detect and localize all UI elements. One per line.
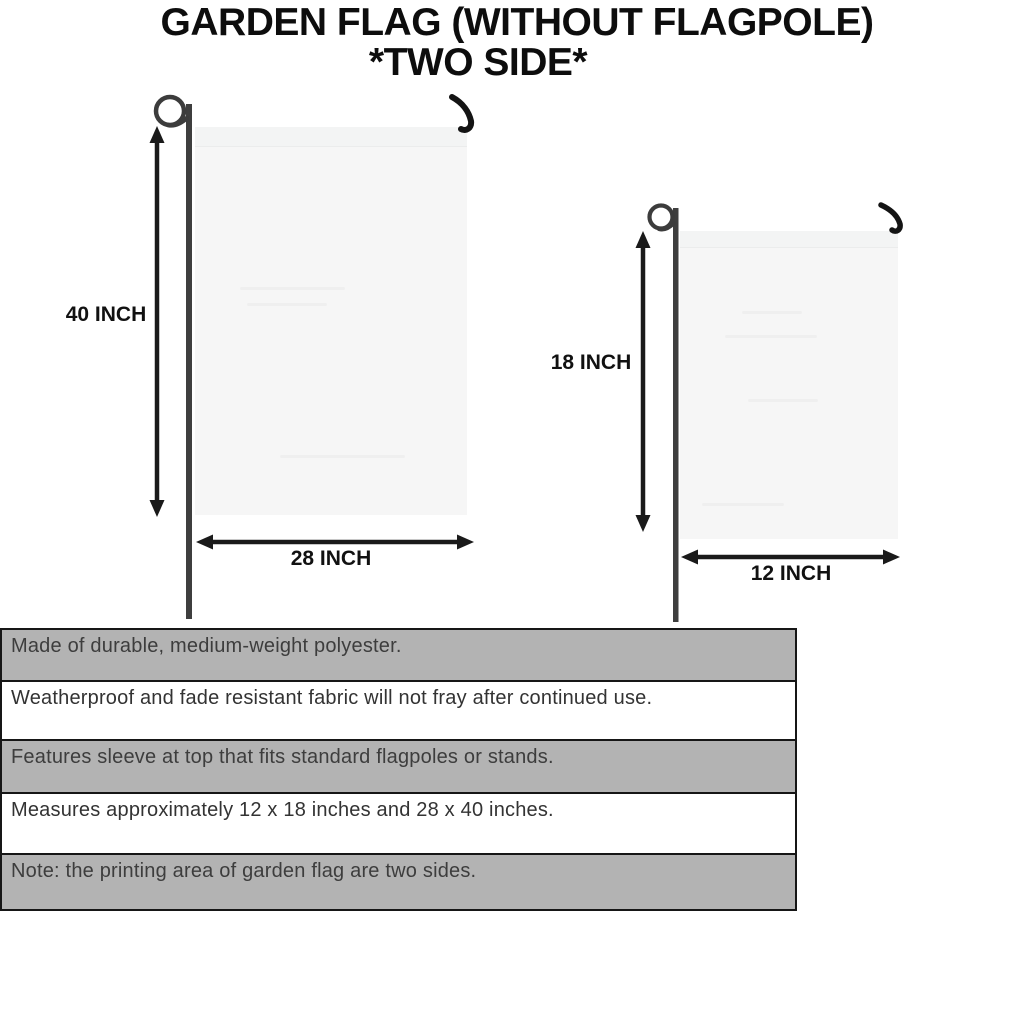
small-flagpole-loop-icon [659, 223, 674, 229]
feature-row: Measures approximately 12 x 18 inches and 28 x 40 inches. [2, 794, 795, 855]
small-flag-preview [680, 231, 898, 539]
feature-row: Weatherproof and fade resistant fabric will not fray after continued use. [2, 682, 795, 741]
feature-row: Made of durable, medium-weight polyester. [2, 630, 795, 682]
large-flag-preview [195, 127, 467, 515]
small-height-arrow-icon [636, 231, 651, 532]
large-height-arrow-icon [150, 126, 165, 517]
small-flagpole-icon [673, 208, 679, 622]
feature-row: Features sleeve at top that fits standard flagpoles or stands. [2, 741, 795, 794]
flag-ghost-marks [742, 311, 802, 314]
large-flag-sleeve [195, 127, 467, 147]
small-flag-width-label: 12 INCH [750, 562, 832, 585]
flag-ghost-marks [702, 503, 784, 506]
small-hook-icon [881, 205, 900, 231]
flag-ghost-marks [280, 455, 405, 458]
flag-ghost-marks [247, 303, 327, 306]
flag-ghost-marks [240, 287, 345, 290]
large-flag-height-label: 40 INCH [65, 303, 147, 326]
feature-row: Note: the printing area of garden flag are two sides. [2, 855, 795, 909]
large-flagpole-loop-icon [156, 97, 184, 125]
small-flag-height-label: 18 INCH [550, 351, 632, 374]
page-title: GARDEN FLAG (WITHOUT FLAGPOLE) [160, 1, 874, 44]
flag-ghost-marks [748, 399, 818, 402]
small-flag-sleeve [680, 231, 898, 248]
large-flagpole-loop-icon [168, 118, 187, 125]
large-hook-icon [452, 97, 471, 130]
small-flagpole-loop-icon [650, 206, 673, 229]
large-flag-width-label: 28 INCH [290, 547, 372, 570]
flag-ghost-marks [725, 335, 817, 338]
features-table [0, 628, 797, 911]
page-subtitle: *TWO SIDE* [368, 41, 588, 84]
large-flagpole-icon [186, 104, 192, 619]
